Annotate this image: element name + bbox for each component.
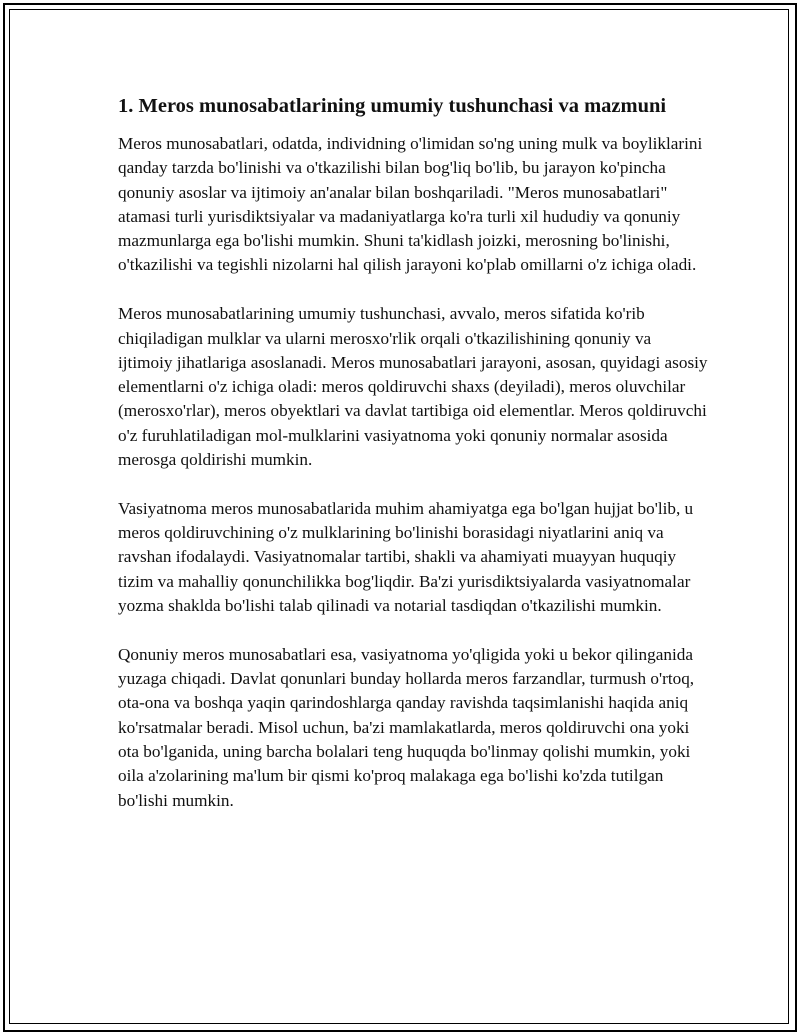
- paragraph-3: Vasiyatnoma meros munosabatlarida muhim ahamiyatga ega bo'lgan hujjat bo'lib, u meros qoldiruvchining o'z mulklarining bo'linishi borasidagi niyatlarini aniq va ravshan ifodalaydi. Vasiyatnomalar tartibi, shakli va ahamiyati muayyan huquqiy tizim va mahalliy qonunchilikka bog'liqdir. Ba'zi yurisdiktsiyalarda vasiyatnomalar yozma shaklda bo'lishi talab qilinadi va notarial tasdiqdan o'tkazilishi mumkin.: [118, 498, 694, 616]
- paragraph-2: Meros munosabatlarining umumiy tushunchasi, avvalo, meros sifatida ko'rib chiqiladigan mulklar va ularni merosxo'rlik orqali o'tkazilishining qonuniy va ijtimoiy jihatlariga asoslanadi. Meros munosabatlari jarayoni, asosan, quyidagi asosiy elementlarni o'z ichiga oladi: meros qoldiruvchi shaxs (deyiladi), meros oluvchilar (merosxo'rlar), meros obyektlari va davlat tartibiga oid elementlar. Meros qoldiruvchi o'z furuhlatiladigan mol-mulklarini vasiyatnoma yoki qonuniy normalar asosida merosga qoldirishi mumkin.: [118, 304, 708, 470]
- paragraph-1: Meros munosabatlari, odatda, individning o'limidan so'ng uning mulk va boyliklarini qanday tarzda bo'linishi va o'tkazilishi bilan bog'liq bo'lib, bu jarayon ko'pincha qonuniy asoslar va ijtimoiy an'analar bilan boshqariladi. "Meros munosabatlari" atamasi turli yurisdiktsiyalar va madaniyatlarga ko'ra turli xil hududiy va qonuniy mazmunlarga ega bo'lishi mumkin. Shuni ta'kidlash joizki, merosning bo'linishi, o'tkazilishi va tegishli nizolarni hal qilish jarayoni ko'plab omillarni o'z ichiga oladi.: [118, 134, 703, 275]
- document-body: [118, 92, 708, 813]
- section-heading: 1. Meros munosabatlarining umumiy tushunchasi va mazmuni: [118, 95, 667, 117]
- paragraph-4: Qonuniy meros munosabatlari esa, vasiyatnoma yo'qligida yoki u bekor qilinganida yuzaga chiqadi. Davlat qonunlari bunday hollarda meros farzandlar, turmush o'rtoq, ota-ona va boshqa yaqin qarindoshlarga qanday ravishda taqsimlanishi haqida aniq ko'rsatmalar beradi. Misol uchun, ba'zi mamlakatlarda, meros qoldiruvchi ona yoki ota bo'lganida, uning barcha bolalari teng huquqda bo'linmay qolishi mumkin, yoki oila a'zolarining ma'lum bir qismi ko'proq malakaga ega bo'lishi ko'zda tutilgan bo'lishi mumkin.: [118, 644, 695, 810]
